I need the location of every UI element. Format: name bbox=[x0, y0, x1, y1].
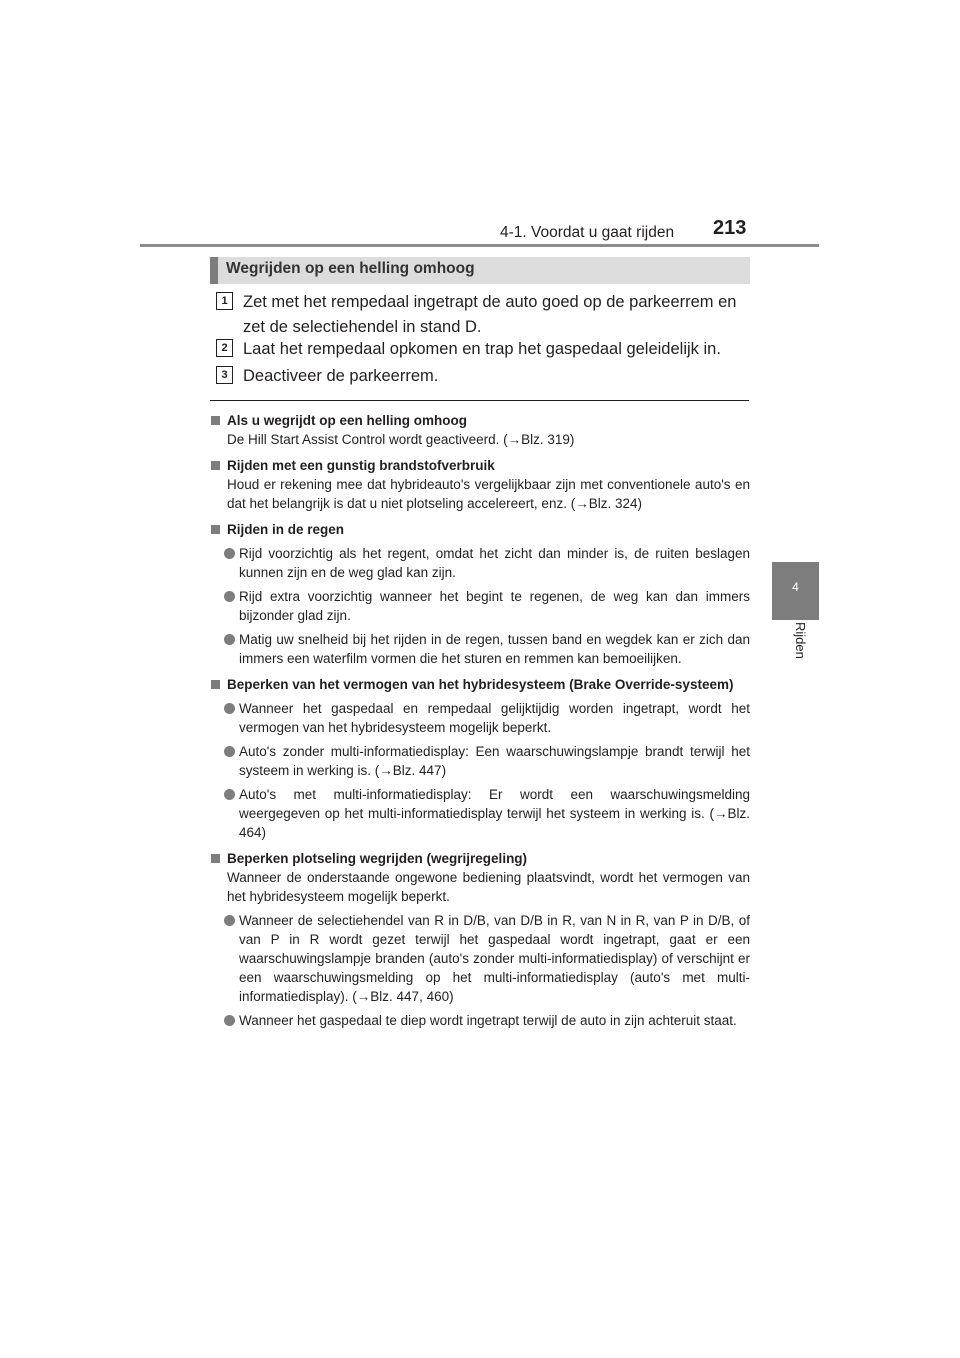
note-title: Als u wegrijdt op een helling omhoog bbox=[210, 411, 750, 430]
circle-bullet-icon bbox=[224, 915, 235, 926]
note-body: De Hill Start Assist Control wordt geactiveerd. (→Blz. 319) bbox=[227, 432, 575, 447]
list-item: Auto's zonder multi-informatiedisplay: Een waarschuwingslampje brandt terwijl het systeem in werking is. (→Blz. 447) bbox=[210, 742, 750, 780]
note-body: Wanneer de onderstaande ongewone bediening plaatsvindt, wordt het vermogen van het hybridesysteem mogelijk beperkt. bbox=[227, 870, 750, 904]
square-bullet-icon bbox=[211, 680, 220, 689]
list-item: Wanneer de selectiehendel van R in D/B, van D/B in R, van N in R, van P in D/B, of van P in R wordt gezet terwijl het gaspedaal wordt ingetrapt, gaat er een waarschuwingslampje branden (auto's zonder multi-informatiedisplay) of verschijnt er een waarschuwingsmelding op het multi-informatiedisplay (auto's met multi-informatiedisplay). (→Blz. 447, 460) bbox=[210, 911, 750, 1006]
circle-bullet-icon bbox=[224, 789, 235, 800]
chapter-tab bbox=[772, 562, 819, 620]
note-title: Rijden in de regen bbox=[210, 520, 750, 539]
square-bullet-icon bbox=[211, 416, 220, 425]
list-item: Rijd voorzichtig als het regent, omdat het zicht dan minder is, de ruiten beslagen kunnen zijn en de weg glad kan zijn. bbox=[210, 544, 750, 582]
page-number: 213 bbox=[713, 217, 747, 239]
step-text: Laat het rempedaal opkomen en trap het gaspedaal geleidelijk in. bbox=[243, 340, 721, 358]
square-bullet-icon bbox=[211, 525, 220, 534]
chapter-number: 4 bbox=[792, 580, 799, 594]
list-item: Wanneer het gaspedaal en rempedaal gelijktijdig worden ingetrapt, wordt het vermogen van het hybridesysteem mogelijk beperkt. bbox=[210, 699, 750, 737]
circle-bullet-icon bbox=[224, 703, 235, 714]
note-title: Rijden met een gunstig brandstofverbruik bbox=[210, 456, 750, 475]
square-bullet-icon bbox=[211, 461, 220, 470]
list-item: Auto's met multi-informatiedisplay: Er wordt een waarschuwingsmelding weergegeven op het multi-informatiedisplay terwijl het systeem in werking is. (→Blz. 464) bbox=[210, 785, 750, 842]
note-title: Beperken plotseling wegrijden (wegrijregeling) bbox=[210, 849, 750, 868]
circle-bullet-icon bbox=[224, 634, 235, 645]
section-header bbox=[210, 257, 750, 284]
square-bullet-icon bbox=[211, 854, 220, 863]
circle-bullet-icon bbox=[224, 591, 235, 602]
list-item: Matig uw snelheid bij het rijden in de regen, tussen band en wegdek kan er zich dan immers een waterfilm vormen die het sturen en remmen kan bemoeilijken. bbox=[210, 630, 750, 668]
notes-block bbox=[210, 408, 750, 1030]
list-item: Rijd extra voorzichtig wanneer het begint te regenen, de weg kan dan immers bijzonder glad zijn. bbox=[210, 587, 750, 625]
step-number-badge: 3 bbox=[216, 366, 233, 384]
step-number-badge: 2 bbox=[216, 339, 233, 357]
section-accent bbox=[210, 257, 218, 284]
step-number-badge: 1 bbox=[216, 292, 233, 310]
section-title: Wegrijden op een helling omhoog bbox=[226, 260, 475, 277]
list-item: Wanneer het gaspedaal te diep wordt ingetrapt terwijl de auto in zijn achteruit staat. bbox=[210, 1011, 750, 1030]
section-divider bbox=[210, 400, 749, 401]
circle-bullet-icon bbox=[224, 548, 235, 559]
note-title: Beperken van het vermogen van het hybridesysteem (Brake Override-systeem) bbox=[210, 675, 750, 694]
note-body: Houd er rekening mee dat hybrideauto's vergelijkbaar zijn met conventionele auto's en dat het belangrijk is dat u niet plotseling accelereert, enz. (→Blz. 324) bbox=[227, 477, 750, 511]
circle-bullet-icon bbox=[224, 746, 235, 757]
header-rule bbox=[140, 244, 819, 247]
header-title: 4-1. Voordat u gaat rijden bbox=[500, 224, 675, 241]
step-text: Zet met het rempedaal ingetrapt de auto goed op de parkeerrem en zet de selectiehendel in stand D. bbox=[243, 293, 737, 336]
step-text: Deactiveer de parkeerrem. bbox=[243, 367, 439, 385]
chapter-label: Rijden bbox=[793, 622, 808, 659]
circle-bullet-icon bbox=[224, 1015, 235, 1026]
